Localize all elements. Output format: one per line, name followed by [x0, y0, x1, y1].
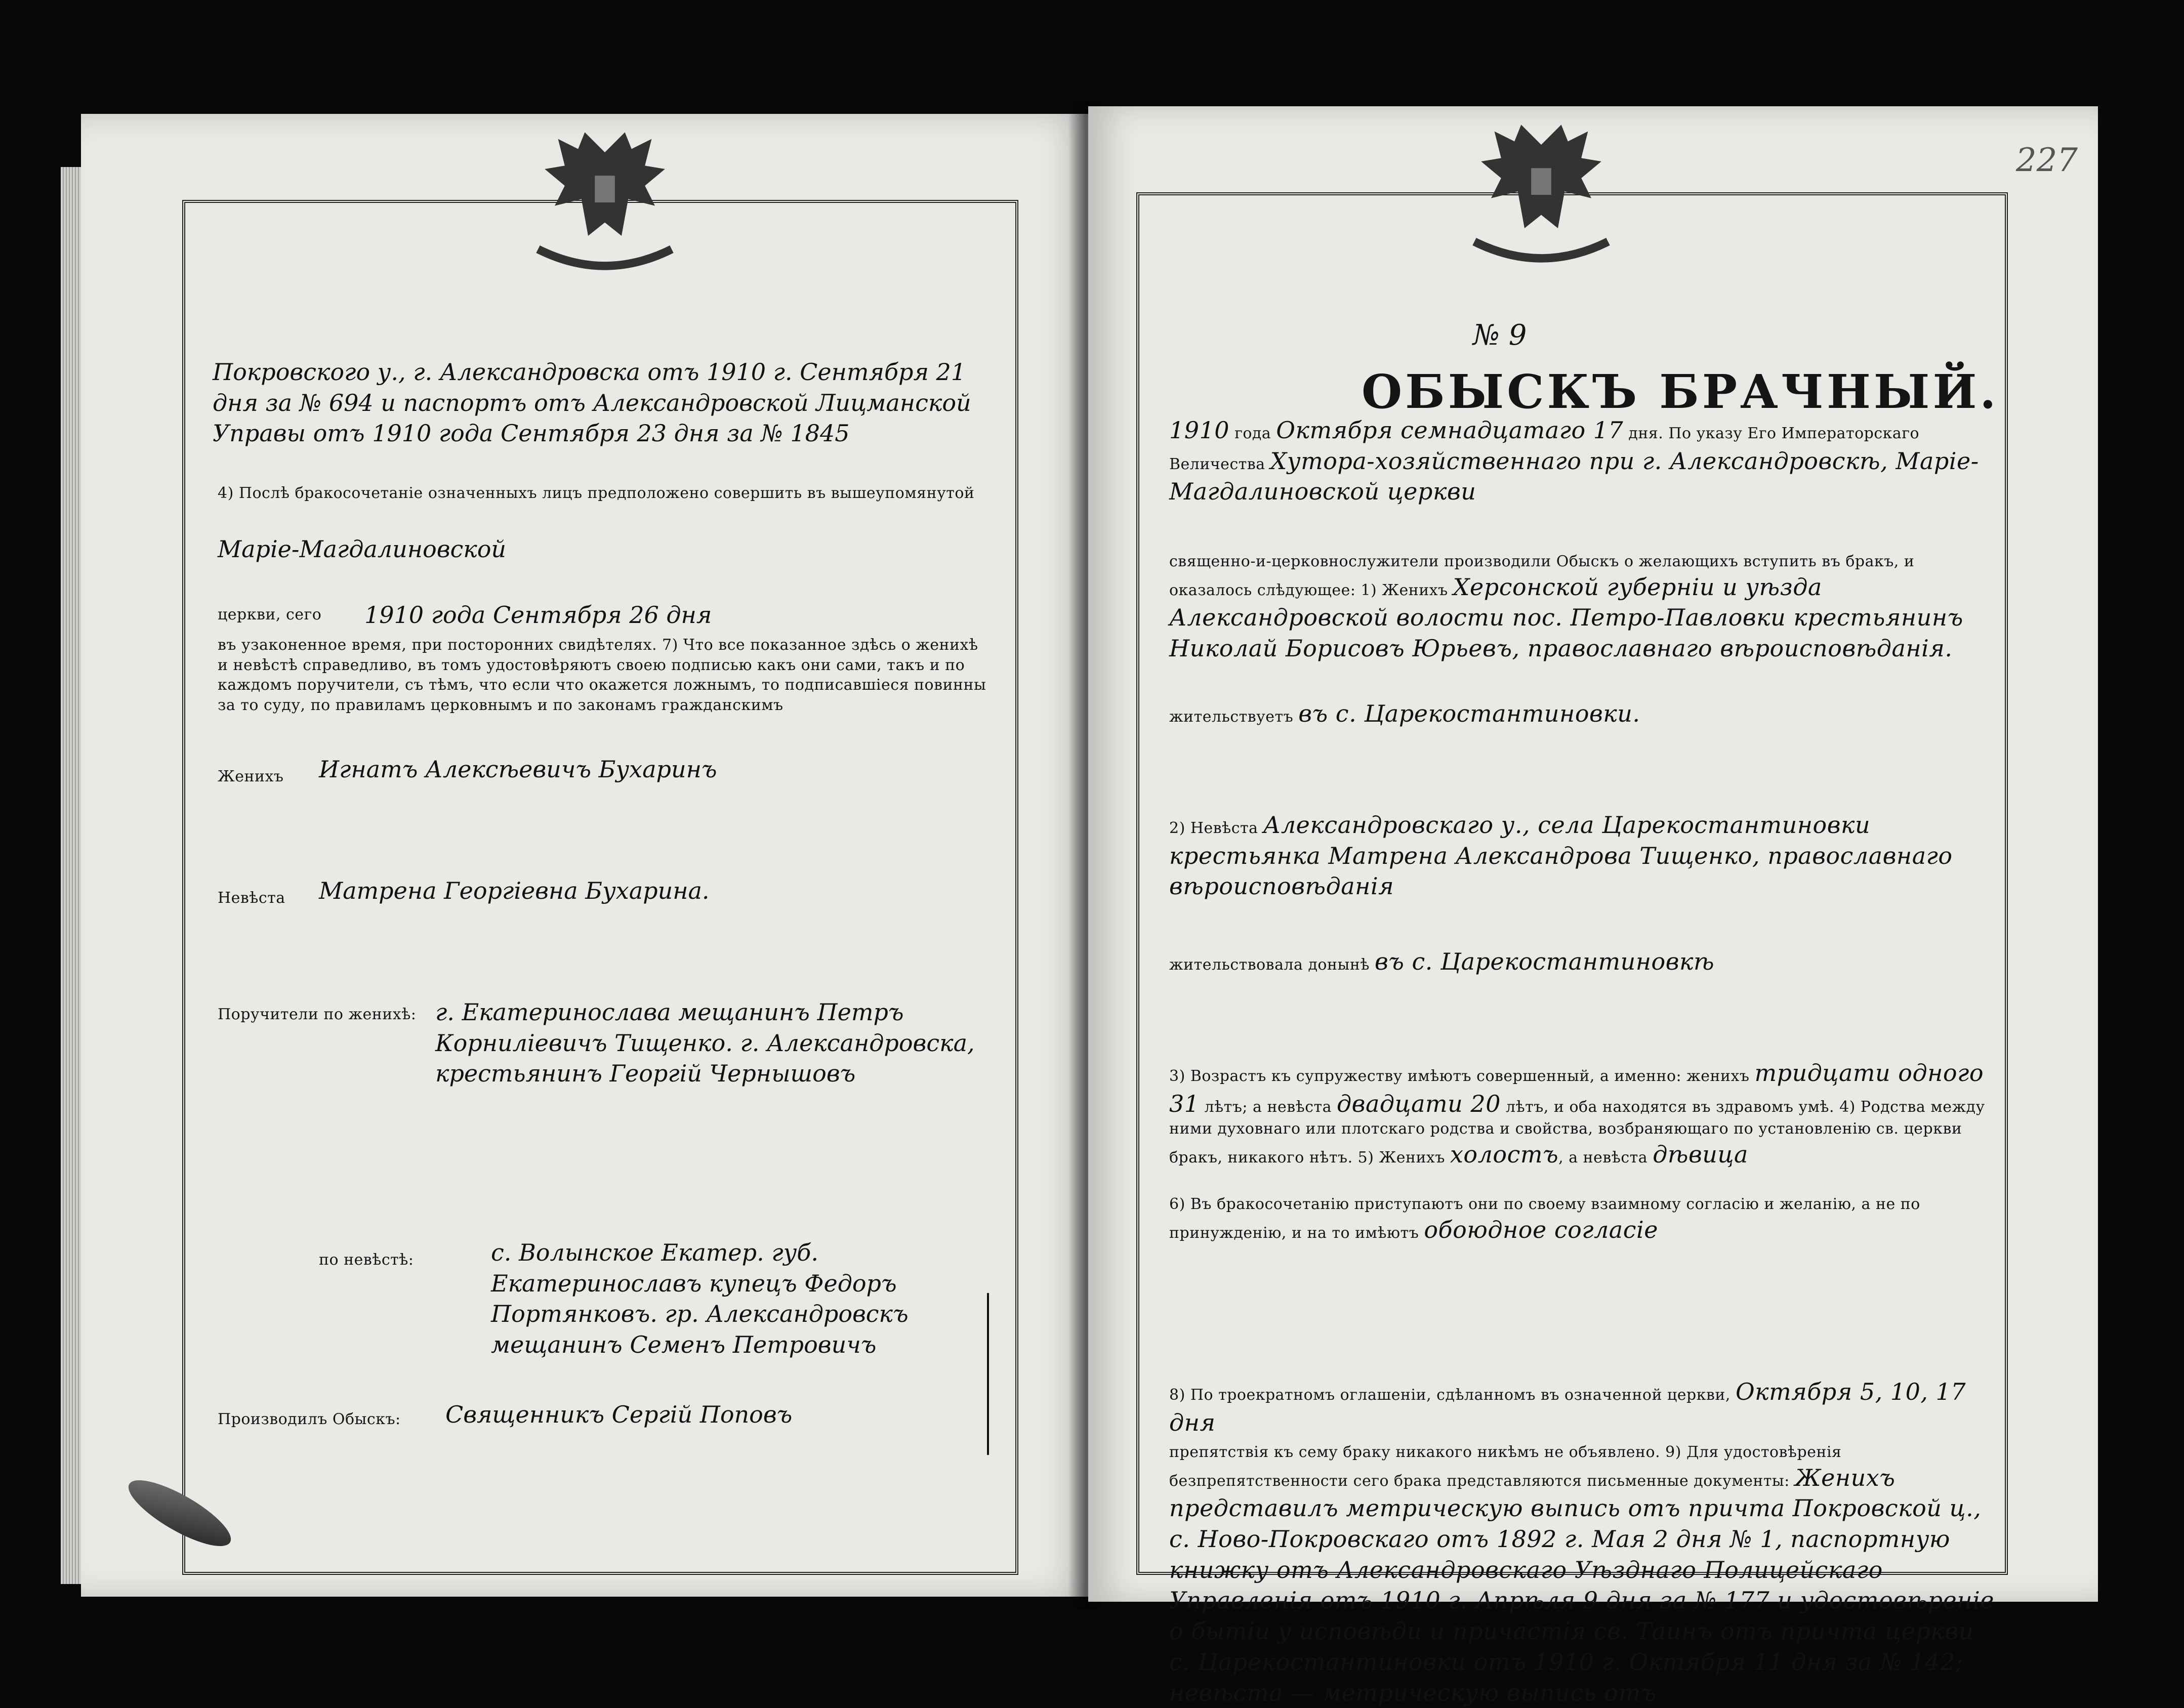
left-clause-4-printed: 4) Послѣ бракосочетанiе означенныхъ лицъ предположено совершить въ вышеупомянутой — [218, 484, 975, 502]
left-bride-sureties-text: с. Волынское Екатер. губ. Екатеринославъ купецъ Федоръ Портянковъ. гр. Александровскъ мещанинъ Семенъ Петровичъ — [491, 1239, 909, 1359]
right-date-line-part-3: дня. По указу Его Императорскаго Величества — [1169, 425, 1920, 473]
left-groom-sureties-label: Поручители по женихѣ: — [218, 1006, 417, 1023]
folio-number: 227 — [2015, 142, 2078, 179]
right-date-line-part-4: Хутора-хозяйственнаго при г. Александровскѣ, Марiе-Магдалиновской церкви — [1169, 447, 1979, 506]
right-clause-1-part-1: Херсонской губернiи и уѣзда Александровской волости пос. Петро-Павловки крестьянинъ Николай Борисовъ Юрьевъ, православнаго вѣроисповѣданiя. — [1169, 573, 1963, 662]
left-church-handwritten: 1910 года Сентября 26 дня — [364, 601, 712, 629]
right-clause-3-part-4: лѣтъ, и оба находятся въ здравомъ умѣ. 4) Родства между ними духовнаго или плотскаго родства и свойства, возбраняющаго по установленiю св. церкви бракъ, никакого нѣтъ. 5) Женихъ — [1169, 1098, 1985, 1167]
left-handwritten-opening: Покровского у., г. Александровска отъ 1910 г. Сентября 21 дня за № 694 и паспортъ отъ Александровской Лицманской Управы отъ 1910 года Сентября 23 дня за № 1845 — [213, 358, 971, 447]
record-number: № 9 — [1473, 319, 1527, 352]
right-bride-residence-part-1: въ с. Царекостантиновкѣ — [1374, 948, 1715, 975]
right-clause-2 — [1169, 810, 1999, 902]
right-clause-3-part-0: 3) Возрастъ къ супружеству имѣютъ совершенный, а именно: женихъ — [1169, 1067, 1755, 1085]
right-clause-8-part-1: Октября 5, 10, 17 дня — [1169, 1378, 1966, 1436]
right-groom-residence-part-0: жительствуетъ — [1169, 708, 1299, 726]
right-clause-9 — [1169, 1442, 1999, 1708]
double-headed-eagle-emblem — [521, 119, 688, 286]
right-page — [1088, 106, 2098, 1706]
right-clause-8-part-0: 8) По троекратномъ оглашенiи, сдѣланномъ въ означенной церкви, — [1169, 1386, 1736, 1404]
right-clause-6-part-0: 6) Въ бракосочетанiю приступаютъ они по своему взаимному согласiю и желанiю, а не по принужденiю, и на то имѣютъ — [1169, 1195, 1920, 1242]
right-clause-3-part-3: двадцати 20 — [1337, 1090, 1501, 1117]
right-clause-9-part-0: препятствiя къ сему браку никакого никѣмъ не объявлено. 9) Для удостовѣренiя безпрепятственности сего брака представляются письменные документы: — [1169, 1443, 1842, 1490]
right-clause-3-part-1: тридцати одного 31 — [1169, 1059, 1984, 1117]
right-clause-6-part-1: обоюдное согласiе — [1424, 1216, 1658, 1243]
left-clause-4-handwritten: Марiе-Магдалиновской — [218, 535, 507, 563]
left-clause-7-printed: въ узаконенное время, при посторонних свидѣтелях. 7) Что все показанное здѣсь о женихѣ и невѣстѣ справедливо, въ томъ удостовѣряютъ своею подписью какъ они сами, такъ и по каждомъ поручители, съ тѣмъ, что если что окажется ложнымъ, то подписавшiеся повинны за то суду, по правиламъ церковнымъ и по законамъ гражданскимъ — [218, 636, 986, 714]
right-clause-9-part-1: Женихъ представилъ метрическую выпись отъ причта Покровской ц., с. Ново-Покровскаго отъ 1892 г. Мая 2 дня № 1, паспортную книжку отъ Александровскаго Уѣзднаго Полицейскаго Управленiя отъ 1910 г. Апрѣля 9 дня за № 177 и удостовѣренiе о бытiи у исповѣди и причастiя св. Таинъ отъ причта церкви с. Царекостантиновки отъ 1910 г. Октября 11 дня за № 142; невѣста — метрическую выпись отъ — [1169, 1464, 1995, 1706]
right-clause-8 — [1169, 1377, 1999, 1438]
double-headed-eagle-emblem — [1458, 111, 1625, 278]
left-groom-label: Женихъ — [218, 768, 284, 785]
right-clause-3-part-7: дѣвица — [1653, 1141, 1748, 1169]
left-bride-label: Невѣста — [218, 889, 285, 907]
right-clause-1 — [1169, 552, 1999, 664]
left-examiner-label: Производилъ Обыскъ: — [218, 1410, 401, 1428]
right-date-line-part-2: Октября семнадцатаго 17 — [1276, 416, 1624, 444]
right-clause-6 — [1169, 1194, 1999, 1245]
left-bride-sureties-label: по невѣстѣ: — [319, 1251, 414, 1269]
right-clause-3-part-2: лѣтъ; а невѣста — [1199, 1098, 1337, 1116]
right-clause-3-part-5: холостъ — [1450, 1141, 1559, 1169]
right-clause-3 — [1169, 1058, 1999, 1170]
signature-stroke — [987, 1293, 989, 1455]
left-bride-signature: Матрена Георгiевна Бухарина. — [319, 877, 710, 904]
right-clause-2-part-1: Александровскаго у., села Царекостантиновки крестьянка Матрена Александрова Тищенко, православнаго вѣроисповѣданiя — [1169, 811, 1953, 900]
right-clause-3-part-6: , а невѣста — [1558, 1149, 1653, 1167]
left-examiner-signature: Священникъ Сергiй Поповъ — [445, 1401, 793, 1428]
right-date-line — [1169, 415, 1999, 507]
right-date-line-part-1: года — [1229, 425, 1276, 442]
left-church-printed: церкви, сего — [218, 606, 322, 623]
right-date-line-part-0: 1910 — [1169, 416, 1230, 444]
right-bride-residence-part-0: жительствовала донынѣ — [1169, 956, 1375, 974]
left-groom-signature: Игнатъ Алексѣевичъ Бухаринъ — [319, 756, 717, 783]
page-title: ОБЫСКЪ БРАЧНЫЙ. — [1362, 364, 1999, 419]
left-groom-sureties-text: г. Екатеринослава мещанинъ Петръ Корнилiевичъ Тищенко. г. Александровска, крестьянинъ Георгiй Чернышовъ — [435, 998, 975, 1088]
right-clause-1-part-0: священно-и-церковнослужители производили Обыскъ о желающихъ вступить въ бракъ, и оказалось слѣдующее: 1) Женихъ — [1169, 553, 1915, 599]
left-page — [81, 114, 1088, 1597]
right-clause-2-part-0: 2) Невѣста — [1169, 819, 1263, 837]
right-groom-residence — [1169, 698, 1999, 729]
right-groom-residence-part-1: въ с. Царекостантиновки. — [1298, 700, 1640, 727]
right-bride-residence — [1169, 946, 1999, 977]
